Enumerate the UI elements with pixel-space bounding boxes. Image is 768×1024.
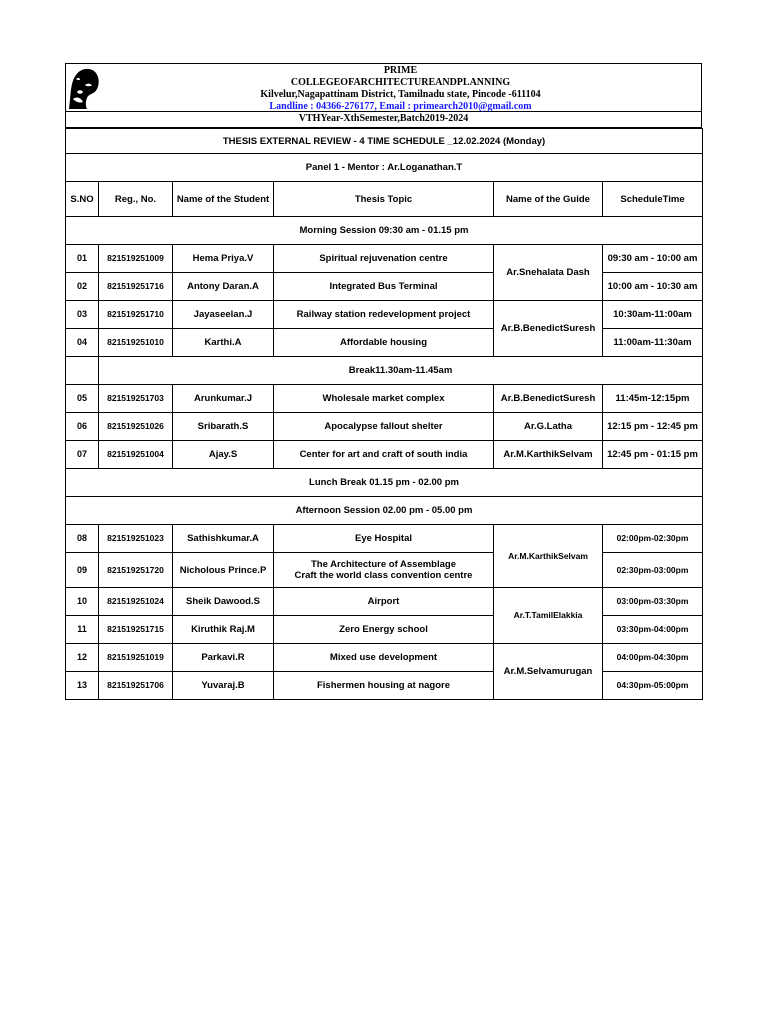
table-row [66, 553, 703, 588]
col-header-name: Name of the Student [173, 182, 274, 217]
cell-reg: 821519251009 [99, 245, 173, 273]
table-row [66, 588, 703, 616]
cell-topic: Eye Hospital [274, 525, 494, 553]
cell-name: Kiruthik Raj.M [173, 616, 274, 644]
cell-name: Ajay.S [173, 441, 274, 469]
cell-topic: Airport [274, 588, 494, 616]
cell-guide: Ar.T.TamilElakkia [494, 588, 603, 644]
cell-guide: Ar.M.KarthikSelvam [494, 525, 603, 588]
morning-session-row: Morning Session 09:30 am - 01.15 pm [66, 217, 703, 245]
col-header-time: ScheduleTime [603, 182, 703, 217]
table-row [66, 245, 703, 273]
cell-time: 10:00 am - 10:30 am [603, 273, 703, 301]
cell-time: 09:30 am - 10:00 am [603, 245, 703, 273]
cell-name: Antony Daran.A [173, 273, 274, 301]
cell-name: Sathishkumar.A [173, 525, 274, 553]
table-row [66, 672, 703, 700]
break-sno-cell [66, 357, 99, 385]
cell-topic: Integrated Bus Terminal [274, 273, 494, 301]
cell-topic: Apocalypse fallout shelter [274, 413, 494, 441]
panel-mentor: Panel 1 - Mentor : Ar.Loganathan.T [66, 154, 703, 182]
cell-reg: 821519251716 [99, 273, 173, 301]
cell-time: 04:30pm-05:00pm [603, 672, 703, 700]
cell-time: 11:00am-11:30am [603, 329, 703, 357]
cell-sno: 06 [66, 413, 99, 441]
table-row [66, 329, 703, 357]
cell-name: Sribarath.S [173, 413, 274, 441]
cell-time: 02:00pm-02:30pm [603, 525, 703, 553]
cell-sno: 07 [66, 441, 99, 469]
schedule-sheet [65, 63, 702, 700]
cell-sno: 13 [66, 672, 99, 700]
cell-sno: 03 [66, 301, 99, 329]
batch-line: VTHYear-XthSemester,Batch2019-2024 [65, 112, 702, 128]
break-row [66, 357, 703, 385]
cell-topic [274, 553, 494, 588]
college-contact: Landline : 04366-276177, Email : primearch2010@gmail.com [269, 101, 532, 112]
cell-guide: Ar.Snehalata Dash [494, 245, 603, 301]
cell-topic-line1: The Architecture of Assemblage [310, 559, 456, 570]
cell-sno: 04 [66, 329, 99, 357]
cell-name: Jayaseelan.J [173, 301, 274, 329]
cell-name: Arunkumar.J [173, 385, 274, 413]
table-row [66, 301, 703, 329]
cell-name: Sheik Dawood.S [173, 588, 274, 616]
cell-reg: 821519251019 [99, 644, 173, 672]
cell-time: 11:45m-12:15pm [603, 385, 703, 413]
break-label: Break11.30am-11.45am [99, 357, 703, 385]
cell-time: 03:30pm-04:00pm [603, 616, 703, 644]
cell-name: Nicholous Prince.P [173, 553, 274, 588]
table-row [66, 616, 703, 644]
college-logo [67, 65, 101, 110]
table-row [66, 441, 703, 469]
cell-topic: Mixed use development [274, 644, 494, 672]
col-header-guide: Name of the Guide [494, 182, 603, 217]
cell-sno: 01 [66, 245, 99, 273]
college-name-line2: COLLEGEOFARCHITECTUREANDPLANNING [290, 77, 511, 88]
cell-topic: Zero Energy school [274, 616, 494, 644]
schedule-table [65, 128, 703, 700]
cell-reg: 821519251023 [99, 525, 173, 553]
table-header-row [66, 182, 703, 217]
cell-guide: Ar.B.BenedictSuresh [494, 301, 603, 357]
cell-sno: 11 [66, 616, 99, 644]
cell-topic: Center for art and craft of south india [274, 441, 494, 469]
col-header-sno: S.NO [66, 182, 99, 217]
cell-time: 04:00pm-04:30pm [603, 644, 703, 672]
cell-name: Parkavi.R [173, 644, 274, 672]
cell-sno: 12 [66, 644, 99, 672]
cell-time: 12:15 pm - 12:45 pm [603, 413, 703, 441]
cell-reg: 821519251026 [99, 413, 173, 441]
cell-time: 12:45 pm - 01:15 pm [603, 441, 703, 469]
cell-reg: 821519251715 [99, 616, 173, 644]
cell-reg: 821519251706 [99, 672, 173, 700]
cell-guide: Ar.G.Latha [494, 413, 603, 441]
college-name-line1: PRIME [383, 65, 418, 76]
table-row [66, 413, 703, 441]
col-header-reg: Reg., No. [99, 182, 173, 217]
cell-guide: Ar.M.Selvamurugan [494, 644, 603, 700]
cell-topic: Railway station redevelopment project [274, 301, 494, 329]
table-row [66, 385, 703, 413]
cell-sno: 10 [66, 588, 99, 616]
cell-sno: 02 [66, 273, 99, 301]
cell-name: Karthi.A [173, 329, 274, 357]
cell-topic: Fishermen housing at nagore [274, 672, 494, 700]
cell-name: Yuvaraj.B [173, 672, 274, 700]
college-header [65, 63, 702, 112]
cell-sno: 05 [66, 385, 99, 413]
cell-guide: Ar.B.BenedictSuresh [494, 385, 603, 413]
table-row [66, 525, 703, 553]
cell-time: 03:00pm-03:30pm [603, 588, 703, 616]
cell-topic: Spiritual rejuvenation centre [274, 245, 494, 273]
cell-topic: Affordable housing [274, 329, 494, 357]
cell-reg: 821519251710 [99, 301, 173, 329]
table-row [66, 644, 703, 672]
cell-reg: 821519251024 [99, 588, 173, 616]
cell-reg: 821519251703 [99, 385, 173, 413]
cell-time: 02:30pm-03:00pm [603, 553, 703, 588]
lunch-break-row: Lunch Break 01.15 pm - 02.00 pm [66, 469, 703, 497]
afternoon-session-row: Afternoon Session 02.00 pm - 05.00 pm [66, 497, 703, 525]
cell-topic-line2: Craft the world class convention centre [294, 570, 473, 581]
schedule-title: THESIS EXTERNAL REVIEW - 4 TIME SCHEDULE _12.02.2024 (Monday) [66, 129, 703, 154]
table-row [66, 273, 703, 301]
cell-guide: Ar.M.KarthikSelvam [494, 441, 603, 469]
cell-time: 10:30am-11:00am [603, 301, 703, 329]
cell-sno: 08 [66, 525, 99, 553]
cell-topic: Wholesale market complex [274, 385, 494, 413]
col-header-topic: Thesis Topic [274, 182, 494, 217]
cell-reg: 821519251720 [99, 553, 173, 588]
cell-reg: 821519251010 [99, 329, 173, 357]
college-address: Kilvelur,Nagapattinam District, Tamilnadu state, Pincode -611104 [260, 89, 541, 100]
cell-sno: 09 [66, 553, 99, 588]
cell-name: Hema Priya.V [173, 245, 274, 273]
cell-reg: 821519251004 [99, 441, 173, 469]
